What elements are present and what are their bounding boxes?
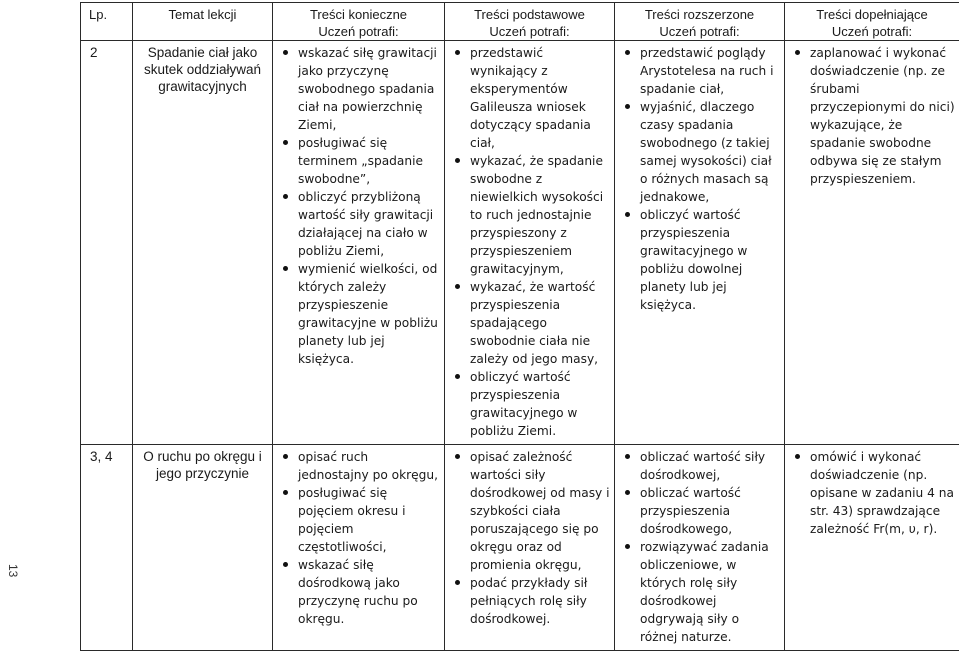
extended-content-cell [615, 445, 785, 651]
list-item [449, 574, 610, 628]
list-item [277, 134, 440, 188]
basic-bullet-list [449, 448, 610, 628]
required-content-cell [273, 41, 445, 445]
supplementary-bullet-list [789, 44, 955, 188]
list-item [619, 484, 780, 538]
list-item [619, 98, 780, 206]
list-item [449, 278, 610, 368]
bullet-icon [795, 50, 800, 55]
list-item-text: obliczyć wartość przyspieszenia grawitacyjnego w pobliżu Ziemi. [470, 368, 610, 440]
bullet-icon [455, 158, 460, 163]
supplementary-content-cell [785, 41, 959, 445]
header-lp: Lp. [81, 3, 133, 41]
bullet-icon [455, 374, 460, 379]
list-item-text: omówić i wykonać doświadczenie (np. opisane w zadaniu 4 na str. 43) sprawdzające zależność Fr(m, υ, r). [810, 448, 955, 538]
list-item-text: zaplanować i wykonać doświadczenie (np. ze śrubami przyczepionymi do nici) wykazujące, że spadanie swobodne odbywa się ze stałym przyspieszeniem. [810, 44, 955, 188]
list-item-text: obliczyć przybliżoną wartość siły grawitacji działającej na ciało w pobliżu Ziemi, [298, 188, 440, 260]
list-item [277, 44, 440, 134]
bullet-icon [283, 140, 288, 145]
list-item [619, 448, 780, 484]
header-basic: Treści podstawowe Uczeń potrafi: [445, 3, 615, 41]
basic-bullet-list [449, 44, 610, 440]
curriculum-table [80, 2, 959, 651]
list-item-text: wykazać, że wartość przyspieszenia spadającego swobodnie ciała nie zależy od jego masy, [470, 278, 610, 368]
bullet-icon [455, 50, 460, 55]
list-item-text: wskazać siłę dośrodkową jako przyczynę ruchu po okręgu. [298, 556, 440, 628]
lesson-number: 3, 4 [81, 445, 133, 651]
bullet-icon [455, 454, 460, 459]
required-bullet-list [277, 44, 440, 368]
header-required: Treści konieczne Uczeń potrafi: [273, 3, 445, 41]
bullet-icon [625, 454, 630, 459]
bullet-icon [625, 212, 630, 217]
required-bullet-list [277, 448, 440, 628]
list-item [789, 44, 955, 188]
lesson-number: 2 [81, 41, 133, 445]
bullet-icon [625, 104, 630, 109]
bullet-icon [625, 490, 630, 495]
list-item [277, 448, 440, 484]
list-item-text: podać przykłady sił pełniących rolę siły dośrodkowej. [470, 574, 610, 628]
required-content-cell [273, 445, 445, 651]
extended-bullet-list [619, 44, 780, 314]
list-item-text: obliczać wartość przyspieszenia dośrodkowego, [640, 484, 780, 538]
header-topic: Temat lekcji [133, 3, 273, 41]
basic-content-cell [445, 445, 615, 651]
basic-content-cell [445, 41, 615, 445]
list-item [277, 484, 440, 556]
list-item-text: wymienić wielkości, od których zależy przyspieszenie grawitacyjne w pobliżu planety lub jej księżyca. [298, 260, 440, 368]
table-row [81, 41, 959, 445]
table-row [81, 445, 959, 651]
list-item-text: wykazać, że spadanie swobodne z niewielkich wysokości to ruch jednostajnie przyspieszony z przyspieszeniem grawitacyjnym, [470, 152, 610, 278]
list-item-text: opisać zależność wartości siły dośrodkowej od masy i szybkości ciała poruszającego się po okręgu oraz od promienia okręgu, [470, 448, 610, 574]
list-item [277, 188, 440, 260]
list-item-text: rozwiązywać zadania obliczeniowe, w których rolę siły dośrodkowej odgrywają siły o różnej naturze. [640, 538, 780, 646]
list-item [277, 260, 440, 368]
list-item [619, 44, 780, 98]
list-item [449, 448, 610, 574]
bullet-icon [455, 580, 460, 585]
bullet-icon [625, 544, 630, 549]
header-row [81, 3, 959, 41]
header-extended: Treści rozszerzone Uczeń potrafi: [615, 3, 785, 41]
bullet-icon [283, 562, 288, 567]
list-item [619, 538, 780, 646]
list-item-text: przedstawić poglądy Arystotelesa na ruch i spadanie ciał, [640, 44, 780, 98]
bullet-icon [795, 454, 800, 459]
list-item-text: wskazać siłę grawitacji jako przyczynę swobodnego spadania ciał na powierzchnię Ziemi, [298, 44, 440, 134]
bullet-icon [455, 284, 460, 289]
bullet-icon [283, 490, 288, 495]
bullet-icon [625, 50, 630, 55]
list-item [619, 206, 780, 314]
extended-content-cell [615, 41, 785, 445]
bullet-icon [283, 454, 288, 459]
page-number: 13 [0, 564, 20, 580]
list-item [789, 448, 955, 538]
list-item-text: opisać ruch jednostajny po okręgu, [298, 448, 440, 484]
bullet-icon [283, 266, 288, 271]
supplementary-content-cell [785, 445, 959, 651]
header-supplementary: Treści dopełniające Uczeń potrafi: [785, 3, 959, 41]
lesson-topic: O ruchu po okręgu i jego przyczynie [133, 445, 273, 651]
list-item-text: posługiwać się terminem „spadanie swobodne”, [298, 134, 440, 188]
bullet-icon [283, 194, 288, 199]
list-item [449, 44, 610, 152]
list-item-text: obliczać wartość siły dośrodkowej, [640, 448, 780, 484]
list-item-text: posługiwać się pojęciem okresu i pojęciem częstotliwości, [298, 484, 440, 556]
extended-bullet-list [619, 448, 780, 646]
list-item [277, 556, 440, 628]
list-item [449, 368, 610, 440]
list-item-text: przedstawić wynikający z eksperymentów Galileusza wniosek dotyczący spadania ciał, [470, 44, 610, 152]
list-item-text: obliczyć wartość przyspieszenia grawitacyjnego w pobliżu dowolnej planety lub jej księżyca. [640, 206, 780, 314]
lesson-topic: Spadanie ciał jako skutek oddziaływań grawitacyjnych [133, 41, 273, 445]
bullet-icon [283, 50, 288, 55]
supplementary-bullet-list [789, 448, 955, 538]
list-item-text: wyjaśnić, dlaczego czasy spadania swobodnego (z takiej samej wysokości) ciał o różnych masach są jednakowe, [640, 98, 780, 206]
list-item [449, 152, 610, 278]
